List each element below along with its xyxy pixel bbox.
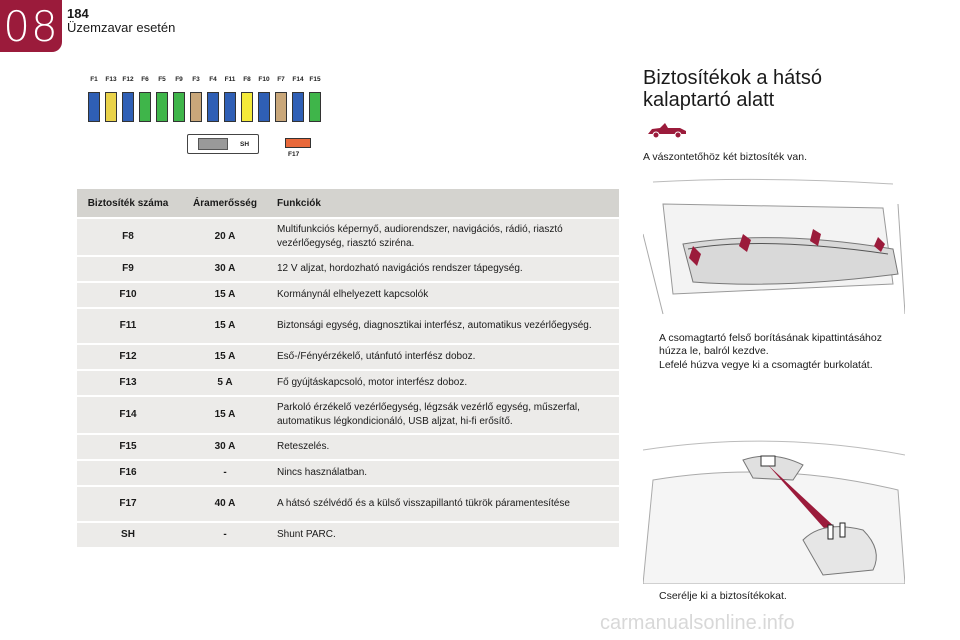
bullet-icon <box>643 359 653 372</box>
function-cell: Shunt PARC. <box>271 523 619 547</box>
fuse-cartridge <box>156 92 168 122</box>
bullet-icon <box>643 332 653 358</box>
fuse-number-cell: F16 <box>77 461 179 485</box>
fuse-cartridge <box>173 92 185 122</box>
function-cell: Fő gyújtáskapcsoló, motor interfész doboz. <box>271 371 619 395</box>
shunt-holder <box>187 134 259 154</box>
fuse-table-body <box>77 219 619 547</box>
fuse-label: F11 <box>224 76 236 83</box>
chapter-tab <box>0 0 62 52</box>
fuse-cartridge <box>139 92 151 122</box>
amperage-cell: 15 A <box>179 309 271 343</box>
fuse-label: F10 <box>258 76 270 83</box>
fuse-number-cell: SH <box>77 523 179 547</box>
step-text: Cserélje ki a biztosítékokat. <box>659 590 787 602</box>
table-header-row <box>77 189 619 217</box>
fuse-box-diagram <box>82 76 332 166</box>
fuse-f17-label: F17 <box>288 151 300 158</box>
fuse-cartridge <box>190 92 202 122</box>
final-step <box>643 590 787 602</box>
fuse-label: F3 <box>192 76 200 83</box>
function-cell: Multifunkciós képernyő, audiorendszer, navigációs, rádió, riasztó vezérlőegység, riasztó sziréna. <box>271 219 619 255</box>
fuse-number-cell: F12 <box>77 345 179 369</box>
amperage-cell: 40 A <box>179 487 271 521</box>
fuse-label: F6 <box>141 76 149 83</box>
col-header-function: Funkciók <box>271 189 619 217</box>
fuse-labels <box>82 76 332 88</box>
amperage-cell: 15 A <box>179 397 271 433</box>
col-header-number: Biztosíték száma <box>77 189 179 217</box>
fuse-label: F5 <box>158 76 166 83</box>
function-cell: Reteszelés. <box>271 435 619 459</box>
instruction-steps <box>643 332 911 373</box>
fuse-label: F14 <box>292 76 304 83</box>
fuse-cartridge <box>258 92 270 122</box>
amperage-cell: 20 A <box>179 219 271 255</box>
fuse-cartridge <box>275 92 287 122</box>
fuse-table <box>77 187 619 549</box>
fuse-cartridge <box>292 92 304 122</box>
table-row <box>77 487 619 521</box>
fuse-cartridge <box>122 92 134 122</box>
table-row <box>77 397 619 433</box>
fuse-cartridge <box>88 92 100 122</box>
table-row <box>77 461 619 485</box>
section-title: Biztosítékok a hátsó kalaptartó alatt <box>643 67 822 111</box>
function-cell: A hátsó szélvédő és a külső visszapillantó tükrök páramentesítése <box>271 487 619 521</box>
function-cell: Parkoló érzékelő vezérlőegység, légzsák vezérlő egység, műszerfal, automatikus légkondicionáló, USB aljzat, hi-fi erősítő. <box>271 397 619 433</box>
step-text: A csomagtartó felső borításának kipattintásához húzza le, balról kezdve. <box>659 332 882 357</box>
section-name: Üzemzavar esetén <box>67 20 176 35</box>
fuse-number-cell: F10 <box>77 283 179 307</box>
instruction-step <box>643 332 911 358</box>
table-row <box>77 371 619 395</box>
fuse-number-cell: F11 <box>77 309 179 343</box>
fuse-label: F9 <box>175 76 183 83</box>
fuse-label: F13 <box>105 76 117 83</box>
fuse-number-cell: F8 <box>77 219 179 255</box>
fuse-label: F1 <box>90 76 98 83</box>
function-cell: 12 V aljzat, hordozható navigációs rendszer tápegység. <box>271 257 619 281</box>
intro-text: A vászontetőhöz két biztosíték van. <box>643 151 808 163</box>
watermark: carmanualsonline.info <box>600 612 795 634</box>
function-cell: Biztonsági egység, diagnosztikai interfész, automatikus vezérlőegység. <box>271 309 619 343</box>
amperage-cell: 15 A <box>179 283 271 307</box>
function-cell: Eső-/Fényérzékelő, utánfutó interfész doboz. <box>271 345 619 369</box>
amperage-cell: 5 A <box>179 371 271 395</box>
shunt-slot <box>198 138 228 150</box>
amperage-cell: - <box>179 523 271 547</box>
fuse-location-illustration <box>643 420 905 584</box>
fuse-cartridge <box>207 92 219 122</box>
table-row <box>77 257 619 281</box>
fuse-label: F12 <box>122 76 134 83</box>
fuse-cartridge <box>309 92 321 122</box>
instruction-step <box>643 359 911 372</box>
chapter-number: 08 <box>3 1 59 51</box>
table-row <box>77 523 619 547</box>
table-row <box>77 435 619 459</box>
page-number: 184 <box>67 6 89 21</box>
shunt-label: SH <box>240 140 250 148</box>
amperage-cell: 30 A <box>179 435 271 459</box>
col-header-amperage: Áramerősség <box>179 189 271 217</box>
step-text: Lefelé húzva vegye ki a csomagtér burkolatát. <box>659 359 873 371</box>
fuse-number-cell: F17 <box>77 487 179 521</box>
fuse-number-cell: F15 <box>77 435 179 459</box>
fuse-label: F4 <box>209 76 217 83</box>
function-cell: Nincs használatban. <box>271 461 619 485</box>
convertible-car-icon <box>646 120 688 140</box>
fuse-cartridge <box>105 92 117 122</box>
fuse-label: F15 <box>309 76 321 83</box>
table-row <box>77 219 619 255</box>
fuse-cartridge <box>224 92 236 122</box>
fuse-number-cell: F13 <box>77 371 179 395</box>
trunk-cover-illustration <box>643 174 905 320</box>
fuse-f17 <box>285 138 311 148</box>
fuse-number-cell: F9 <box>77 257 179 281</box>
fuse-label: F8 <box>243 76 251 83</box>
amperage-cell: 15 A <box>179 345 271 369</box>
amperage-cell: - <box>179 461 271 485</box>
table-row <box>77 345 619 369</box>
table-row <box>77 309 619 343</box>
function-cell: Kormánynál elhelyezett kapcsolók <box>271 283 619 307</box>
fuse-label: F7 <box>277 76 285 83</box>
fuse-number-cell: F14 <box>77 397 179 433</box>
table-row <box>77 283 619 307</box>
amperage-cell: 30 A <box>179 257 271 281</box>
bullet-icon <box>643 590 653 602</box>
fuse-cartridge <box>241 92 253 122</box>
